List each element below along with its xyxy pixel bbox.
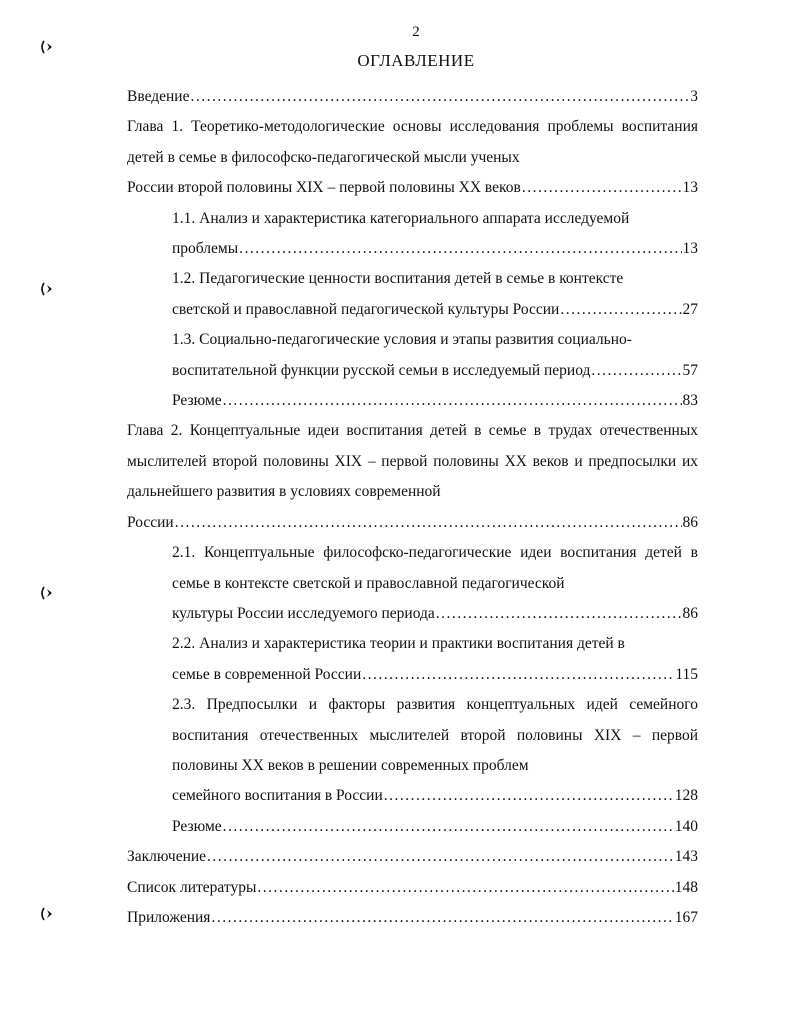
toc-entry-label: 1.1. Анализ и характеристика категориального аппарата исследуемой [172, 209, 630, 227]
toc-page-number: 13 [682, 179, 698, 197]
toc-entry-introduction[interactable] [127, 82, 698, 112]
leader-dots [239, 234, 681, 264]
toc-entry-chapter-2[interactable] [127, 416, 698, 538]
toc-entry-label: Приложения [127, 908, 211, 926]
leader-dots [223, 386, 682, 416]
toc-entry-conclusion[interactable] [127, 842, 698, 872]
toc-entry-label-end: России [127, 513, 174, 531]
toc-page-number: 83 [682, 392, 698, 410]
toc-entry-summary-2[interactable] [172, 812, 698, 842]
toc-entry-summary-1[interactable] [172, 386, 698, 416]
toc-entry-label: Глава 1. Теоретико-методологические основы исследования проблемы воспитания детей в семье в философско-педагогической мысли ученых [127, 118, 698, 166]
toc-entry-label: 1.3. Социально-педагогические условия и этапы развития социально- [172, 331, 632, 349]
toc-entry-references[interactable] [127, 873, 698, 903]
toc-entry-label: 2.3. Предпосылки и факторы развития концептуальных идей семейного воспитания отечественных мыслителей второй половины XIX – первой половины XX веков в решении современных проблем [172, 696, 698, 774]
toc-page-number: 3 [690, 88, 698, 105]
leader-dots [190, 82, 689, 112]
toc-entry-label: Резюме [172, 392, 222, 410]
toc-entry-label: Глава 2. Концептуальные идеи воспитания детей в семье в трудах отечественных мыслителей второй половины XIX – первой половины XX веков и предпосылки их дальнейшего развития в условиях современной [127, 422, 698, 501]
binder-hole-mark-icon [38, 38, 56, 56]
leader-dots [207, 842, 674, 872]
table-of-contents [127, 82, 698, 933]
toc-entry-label-end: России второй половины XIX – первой половины XX веков [127, 179, 521, 197]
toc-entry-label: 1.2. Педагогические ценности воспитания детей в семье в контексте [172, 270, 624, 288]
toc-page-number: 13 [682, 240, 698, 258]
binder-hole-mark-icon [38, 905, 56, 923]
toc-page-number: 57 [682, 361, 698, 379]
toc-entry-label: Введение [127, 88, 190, 105]
toc-entry-label-end: семейного воспитания в России [172, 787, 383, 805]
toc-entry-label: 2.1. Концептуальные философско-педагогические идеи воспитания детей в семье в контексте светской и православной педагогической [172, 544, 698, 592]
page-number: 2 [412, 24, 420, 40]
toc-page-number: 167 [674, 908, 698, 926]
leader-dots [211, 903, 673, 933]
leader-dots [591, 356, 681, 386]
toc-entry-section-2-2[interactable] [172, 629, 698, 690]
leader-dots [560, 295, 681, 325]
toc-entry-label-end: воспитательной функции русской семьи в исследуемый период [172, 361, 591, 379]
toc-entry-label: Резюме [172, 817, 222, 835]
toc-entry-label: Список литературы [127, 878, 257, 896]
toc-page-number: 128 [674, 787, 698, 805]
leader-dots [384, 781, 674, 811]
leader-dots [257, 873, 673, 903]
toc-entry-section-1-3[interactable] [172, 325, 698, 386]
toc-page-number: 115 [675, 665, 698, 683]
toc-entry-label-end: культуры России исследуемого периода [172, 604, 435, 622]
toc-page-number: 86 [682, 513, 698, 531]
toc-page-number: 143 [674, 848, 698, 866]
toc-entry-section-2-3[interactable] [172, 690, 698, 812]
leader-dots [436, 599, 682, 629]
toc-entry-label-end: семье в современной России [172, 665, 362, 683]
toc-entry-label-end: проблемы [172, 240, 239, 258]
binder-hole-mark-icon [38, 584, 56, 602]
toc-page-number: 27 [682, 300, 698, 318]
binder-hole-mark-icon [38, 280, 56, 298]
leader-dots [522, 173, 682, 203]
toc-entry-section-1-2[interactable] [172, 264, 698, 325]
toc-entry-appendix[interactable] [127, 903, 698, 933]
toc-entry-section-1-1[interactable] [172, 204, 698, 265]
page-title: ОГЛАВЛЕНИЕ [357, 51, 475, 70]
toc-page-number: 148 [674, 878, 698, 896]
toc-entry-chapter-1[interactable] [127, 112, 698, 203]
toc-entry-label: 2.2. Анализ и характеристика теории и практики воспитания детей в [172, 635, 625, 653]
toc-page-number: 140 [674, 817, 698, 835]
toc-entry-label-end: светской и православной педагогической культуры России [172, 300, 560, 318]
leader-dots [223, 812, 674, 842]
toc-entry-section-2-1[interactable] [172, 538, 698, 629]
toc-entry-label: Заключение [127, 848, 207, 866]
leader-dots [175, 508, 682, 538]
toc-page-number: 86 [682, 604, 698, 622]
leader-dots [362, 660, 674, 690]
